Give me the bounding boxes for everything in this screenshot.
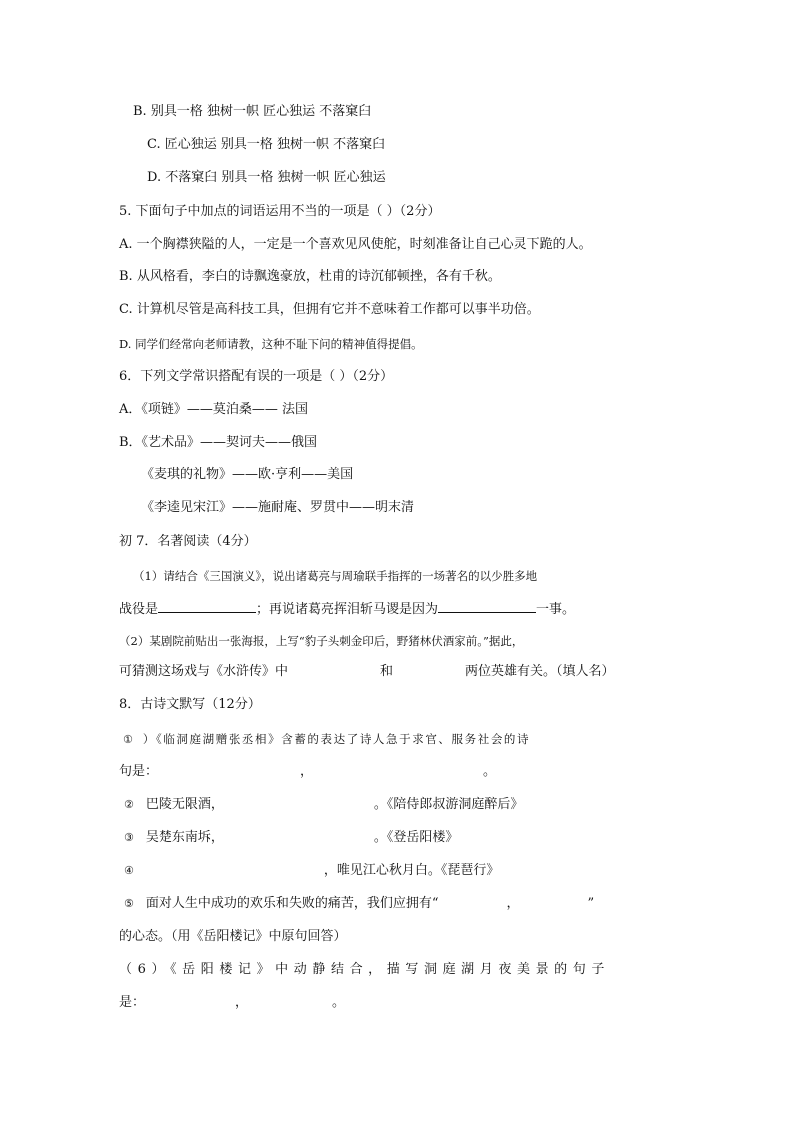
q8-item2-number: ② [124,798,134,811]
q8-item1-period: 。 [483,764,497,779]
q7-part2-text-a: 可猜测这场戏与《水浒传》中 [119,664,289,679]
q5-option-d: D. 同学们经常向老师请教，这种不耻下问的精神值得提倡。 [119,337,423,351]
q4-option-b: B. 别具一格 独树一帜 匠心独运 不落窠臼 [133,104,372,119]
q8-item6-comma: ， [235,995,249,1010]
q5-option-b: B. 从风格看，李白的诗飘逸豪放，杜甫的诗沉郁顿挫，各有千秋。 [119,269,501,284]
q6-option-b-line2: 《麦琪的礼物》——欧·亨利——美国 [141,467,354,482]
q4-option-c: C. 匠心独运 别具一格 独树一帜 不落窠臼 [147,137,386,152]
q8-item1-line2 [119,763,496,781]
q8-item2 [124,796,523,814]
q8-item6-line2 [119,994,345,1012]
q7-part1-blanks [119,598,575,619]
q8-item1-prompt: ）《临洞庭湖赠张丞相》含蓄的表达了诗人急于求官、服务社会的诗 [142,732,531,746]
q7-part1-text-b: ；再说诸葛亮挥泪斩马谡是因为 [256,602,439,617]
q8-item4 [124,862,499,880]
q6-option-a: A．《项链》——莫泊桑—— 法国 [119,402,309,417]
q7-part2-prompt: （2）某剧院前贴出一张海报，上写“豹子头刺金印后，野猪林伏酒家前。”据此， [119,634,524,648]
q7-part2-text-b: 和 [380,664,394,679]
q8-item1-line1 [123,730,530,749]
q8-item5-line2: 的心态。（用《岳阳楼记》中原句回答） [119,929,347,944]
q8-item6-prompt: （6）《岳阳楼记》中动静结合，描写洞庭湖月夜美景的句子 [119,962,610,977]
q8-stem: 8．古诗文默写（12分） [119,697,261,712]
q7-part2-text-c: 两位英雄有关。（填人名） [465,664,615,679]
q7-stem: 初 7．名著阅读（4分） [119,534,257,549]
q7-part1-prompt: （1）请结合《三国演义》，说出诸葛亮与周瑜联手指挥的一场著名的以少胜多地 [133,569,538,583]
q8-item5-number: ⑤ [124,897,134,910]
q7-blank-battle[interactable] [158,598,256,613]
q5-stem: 5. 下面句子中加点的词语运用不当的一项是（ ）（2分） [119,204,441,219]
q7-blank-reason[interactable] [438,598,536,613]
q8-item3-text-b: 。《登岳阳楼》 [373,830,459,845]
q8-item6-period: 。 [332,995,346,1010]
q8-item1-label: 句是： [119,764,159,779]
q8-item3-number: ③ [124,831,134,844]
q8-item5-line1 [124,895,594,913]
q6-stem: 6．下列文学常识搭配有误的一项是（ ）（2分） [119,369,394,384]
q6-option-b: B．《艺术品》——契诃夫——俄国 [119,435,318,450]
q8-item1-comma: ， [300,764,314,779]
q7-part1-text-c: 一事。 [536,602,576,617]
q8-item2-text-a: 巴陵无限酒， [145,797,224,812]
q8-item5-quote: ” [587,896,595,911]
q8-item5-text-a: 面对人生中成功的欢乐和失败的痛苦，我们应拥有“ [145,896,439,911]
q8-item4-text: ，唯见江心秋月白。《琵琶行》 [323,863,500,878]
q7-part2-blanks [119,663,615,681]
q6-option-b-line3: 《李逵见宋江》——施耐庵、罗贯中——明末清 [141,500,415,515]
q8-item3-text-a: 吴楚东南坼， [145,830,224,845]
q5-option-a: A. 一个胸襟狭隘的人，一定是一个喜欢见风使舵，时刻准备让自己心灵下跪的人。 [119,237,592,252]
q8-item3 [124,829,458,847]
q8-item4-number: ④ [124,864,134,877]
q8-item1-number: ① [123,733,133,746]
q8-item2-text-b: 。《陪侍郎叔游洞庭醉后》 [373,797,524,812]
q8-item5-comma: ， [506,896,520,911]
q8-item6-label: 是： [119,995,146,1010]
q4-option-d: D. 不落窠臼 别具一格 独树一帜 匠心独运 [147,170,386,185]
q5-option-c: C. 计算机尽管是高科技工具，但拥有它并不意味着工作都可以事半功倍。 [119,302,540,317]
q7-part1-text-a: 战役是 [119,602,159,617]
